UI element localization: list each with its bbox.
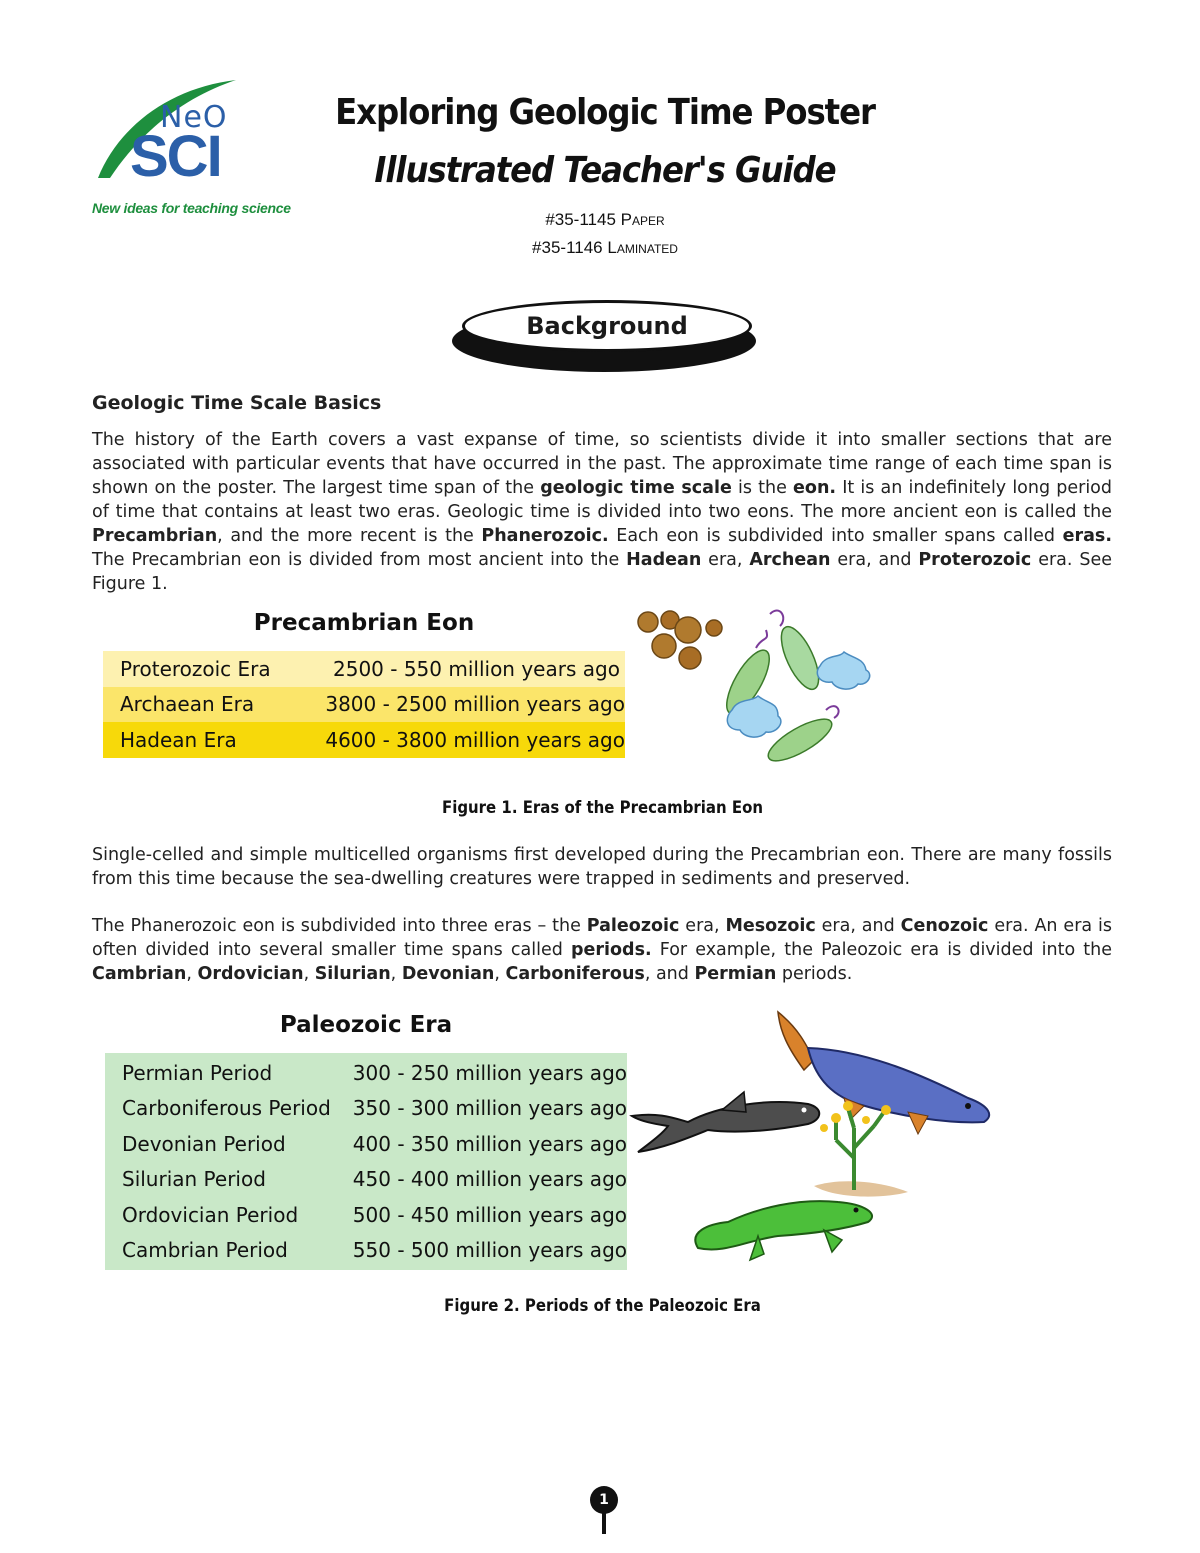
- bold-term: periods.: [571, 940, 652, 960]
- product-code-laminated: [0, 238, 1200, 258]
- paleozoic-table-title: Paleozoic Era: [279, 1012, 453, 1038]
- text-span: The history of the Earth covers a vast expanse of time, so scientists divide it into smaller sections that are associated with particular events that have occurred in the past. The approximate time range of each time span is shown on the poster. The largest time span of the: [92, 430, 1112, 498]
- table-row: [105, 1162, 627, 1198]
- text-span: era, and: [815, 916, 901, 936]
- logo-tagline: New ideas for teaching science: [92, 200, 291, 216]
- section-badge-label: Background: [526, 312, 688, 340]
- bold-term: Silurian: [314, 964, 391, 984]
- bold-term: eon.: [793, 478, 837, 498]
- period-range: 450 - 400 million years ago: [352, 1167, 627, 1192]
- page-number-stem: [602, 1512, 606, 1534]
- bold-term: Mesozoic: [725, 916, 816, 936]
- table-row: [105, 1055, 627, 1091]
- page-title: Exploring Geologic Time Poster: [335, 92, 875, 133]
- table-row: [103, 687, 625, 723]
- product-code-laminated-label: Laminated: [607, 238, 678, 257]
- period-name: Permian Period: [122, 1060, 273, 1085]
- table-row: [103, 722, 625, 758]
- period-range: 400 - 350 million years ago: [352, 1131, 627, 1156]
- period-range: 500 - 450 million years ago: [352, 1202, 627, 1227]
- page-subtitle: Illustrated Teacher's Guide: [374, 150, 836, 191]
- period-name: Carboniferous Period: [122, 1096, 331, 1121]
- text-span: ,: [494, 964, 506, 984]
- text-span: For example, the Paleozoic era is divided into the: [651, 940, 1113, 960]
- text-span: ,: [186, 964, 198, 984]
- product-code-paper-number: #35-1145: [545, 210, 616, 229]
- product-code-paper: [0, 210, 1200, 230]
- precambrian-table-title: Precambrian Eon: [253, 610, 475, 636]
- bold-term: geologic time scale: [540, 478, 732, 498]
- precambrian-table: [103, 651, 625, 758]
- logo-brand-top: NeO: [160, 100, 228, 135]
- bold-term: Paleozoic: [586, 916, 680, 936]
- section-heading: Geologic Time Scale Basics: [92, 392, 382, 414]
- blue-amoeba-1: [817, 652, 869, 689]
- period-name: Devonian Period: [122, 1131, 286, 1156]
- bold-term: Precambrian: [92, 526, 218, 546]
- text-span: The Phanerozoic eon is subdivided into three eras – the: [92, 916, 587, 936]
- section-badge: [462, 300, 752, 352]
- period-name: Ordovician Period: [122, 1202, 299, 1227]
- paleozoic-table: [105, 1053, 627, 1270]
- table-row: [105, 1091, 627, 1127]
- era-range: 3800 - 2500 million years ago: [325, 692, 625, 717]
- paleozoic-creatures-illustration: [628, 1008, 1008, 1278]
- era-name: Archaean Era: [120, 692, 255, 717]
- bold-term: Cenozoic: [900, 916, 989, 936]
- text-span: It is an indefinitely long period of time that contains at least two eras. Geologic time is divided into two eons. The more ancient eon is called the: [92, 478, 1112, 522]
- era-range: 2500 - 550 million years ago: [333, 656, 620, 681]
- period-name: Silurian Period: [122, 1167, 266, 1192]
- table-row: [105, 1126, 627, 1162]
- text-span: , and the more recent is the: [217, 526, 482, 546]
- bold-term: Phanerozoic.: [481, 526, 609, 546]
- bold-term: Permian: [694, 964, 777, 984]
- bold-term: Cambrian: [92, 964, 187, 984]
- text-span: era. An era is often divided into several smaller time spans called: [92, 916, 1112, 960]
- logo-brand-main: SCI: [130, 124, 221, 189]
- period-range: 550 - 500 million years ago: [352, 1238, 627, 1263]
- bold-term: Ordovician: [197, 964, 304, 984]
- period-range: 300 - 250 million years ago: [352, 1060, 627, 1085]
- green-paramecium-2: [770, 611, 826, 695]
- era-name: Proterozoic Era: [120, 656, 271, 681]
- page-number: 1: [590, 1486, 618, 1514]
- text-span: era,: [701, 550, 750, 570]
- text-span: The Precambrian eon is divided from most ancient into the: [92, 550, 627, 570]
- brown-cell-cluster: [638, 611, 722, 669]
- product-code-laminated-number: #35-1146: [532, 238, 603, 257]
- bold-term: Archean: [749, 550, 831, 570]
- paragraph-precambrian-fossils: Single-celled and simple multicelled organisms first developed during the Precambrian eon. There are many fossils from this time because the sea-dwelling creatures were trapped in sediments and preserved.: [92, 845, 1112, 889]
- shark: [632, 1092, 819, 1152]
- bold-term: eras.: [1062, 526, 1112, 546]
- table-row: [103, 651, 625, 687]
- period-range: 350 - 300 million years ago: [352, 1096, 627, 1121]
- text-span: ,: [390, 964, 402, 984]
- text-span: , and: [644, 964, 695, 984]
- amphibian-lizard: [695, 1201, 872, 1260]
- text-span: ,: [303, 964, 315, 984]
- paragraph-phanerozoic: [92, 914, 1112, 986]
- era-name: Hadean Era: [120, 727, 237, 752]
- text-span: era, and: [830, 550, 919, 570]
- table-row: [105, 1197, 627, 1233]
- era-range: 4600 - 3800 million years ago: [325, 727, 625, 752]
- text-span: era,: [679, 916, 726, 936]
- text-span: is the: [731, 478, 794, 498]
- bold-term: Proterozoic: [918, 550, 1032, 570]
- figure-2-caption: Figure 2. Periods of the Paleozoic Era: [444, 1296, 761, 1316]
- bold-term: Carboniferous: [505, 964, 645, 984]
- period-name: Cambrian Period: [122, 1238, 288, 1263]
- figure-1-caption: Figure 1. Eras of the Precambrian Eon: [441, 798, 764, 818]
- text-span: Each eon is subdivided into smaller spans called: [608, 526, 1063, 546]
- text-span: era. See Figure 1.: [92, 550, 1112, 594]
- bold-term: Hadean: [626, 550, 702, 570]
- table-row: [105, 1233, 627, 1269]
- text-span: periods.: [776, 964, 853, 984]
- bold-term: Devonian: [401, 964, 495, 984]
- microorganisms-illustration: [630, 600, 890, 780]
- early-plant: [814, 1101, 908, 1197]
- product-code-paper-label: Paper: [620, 210, 665, 229]
- paragraph-intro: [92, 428, 1112, 596]
